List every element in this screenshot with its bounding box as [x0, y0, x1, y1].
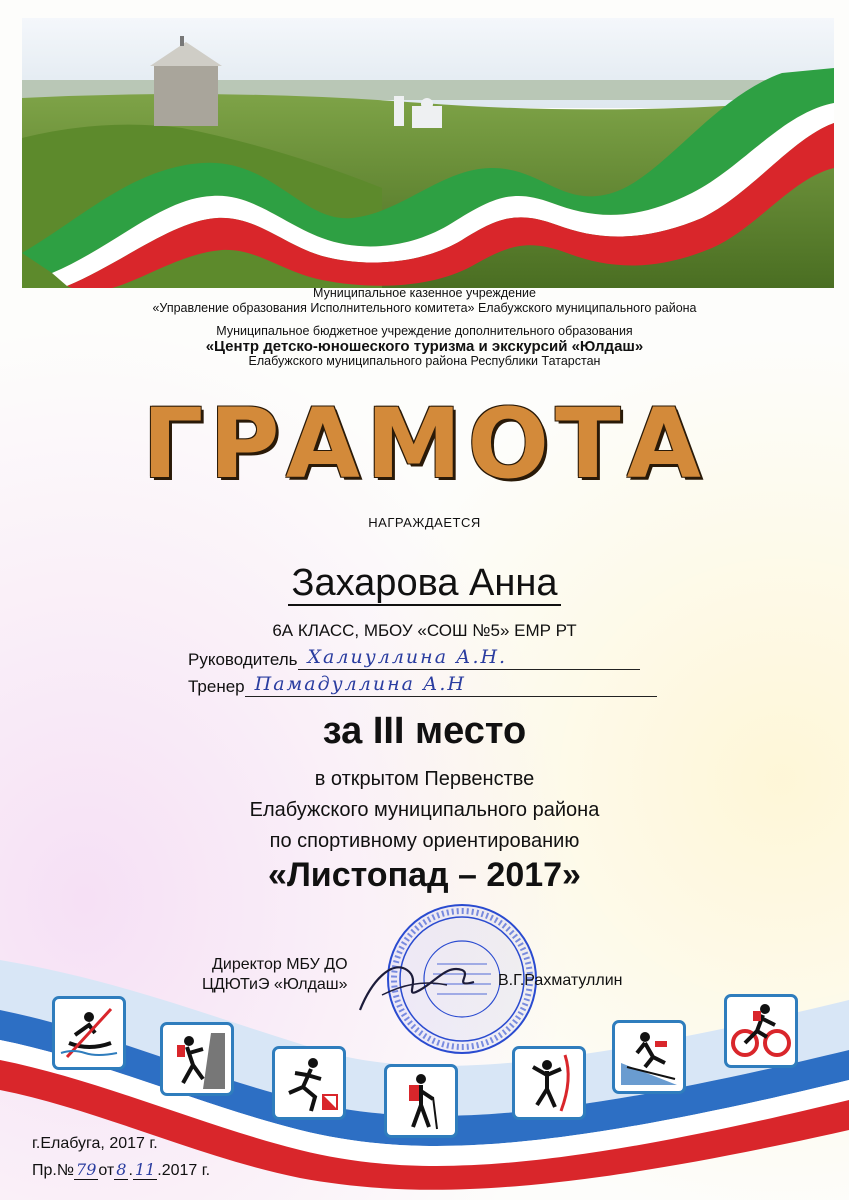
- recipient-name: Захарова Анна: [288, 562, 562, 606]
- award-line-1: в открытом Первенстве: [314, 768, 535, 790]
- org-line-4: «Центр детско-юношеского туризма и экскурсий «Юлдаш»: [205, 338, 644, 355]
- recipient-class-school: 6А КЛАСС, МБОУ «СОШ №5» ЕМР РТ: [272, 621, 577, 640]
- recipient-name-wrap: [0, 562, 849, 605]
- org-line-5: Елабужского муниципального района Республики Татарстан: [248, 354, 601, 368]
- org-line-2: «Управление образования Исполнительного комитета» Елабужского муниципального района: [152, 301, 697, 315]
- awarded-label: НАГРАЖДАЕТСЯ: [368, 515, 481, 530]
- award-place: за III место: [322, 710, 527, 752]
- order-separator: .: [128, 1162, 133, 1179]
- leader-handwriting: Халиуллина А.Н.: [307, 646, 508, 668]
- director-name: В.Г.Рахматуллин: [498, 972, 623, 989]
- kayak-icon: [52, 996, 126, 1070]
- leader-label: Руководитель: [188, 650, 298, 669]
- event-name: «Листопад – 2017»: [268, 856, 581, 894]
- award-description: [0, 764, 849, 857]
- org-line-1: Муниципальное казенное учреждение: [313, 286, 536, 300]
- award-line-3: по спортивному ориентированию: [269, 830, 580, 852]
- leader-line: [298, 647, 640, 670]
- leader-row: [188, 647, 640, 670]
- organization-block-1: [0, 286, 849, 316]
- handwritten-signature: [352, 940, 482, 1020]
- city-year: г.Елабуга, 2017 г.: [32, 1135, 158, 1152]
- order-number-line: [32, 1160, 210, 1180]
- award-line-2: Елабужского муниципального района: [249, 799, 600, 821]
- order-month: 11: [134, 1160, 156, 1179]
- director-title-line-2: ЦДЮТиЭ «Юлдаш»: [202, 976, 348, 993]
- hiker-icon: [384, 1064, 458, 1138]
- coach-row: [188, 674, 657, 697]
- cyclist-icon: [724, 994, 798, 1068]
- coach-handwriting: Памадуллина А.Н: [254, 673, 466, 695]
- skier-icon: [612, 1020, 686, 1094]
- orienteering-runner-icon: [272, 1046, 346, 1120]
- director-title-line-1: Директор МБУ ДО: [212, 956, 348, 973]
- coach-label: Тренер: [188, 677, 245, 696]
- order-prefix: Пр.№: [32, 1162, 75, 1179]
- order-from: от: [98, 1162, 115, 1179]
- org-line-3: Муниципальное бюджетное учреждение дополнительного образования: [216, 324, 633, 338]
- organization-block-2: [0, 324, 849, 369]
- order-number: 79: [76, 1160, 97, 1179]
- rope-climber-icon: [512, 1046, 586, 1120]
- order-suffix: .2017 г.: [157, 1162, 211, 1179]
- coach-line: [245, 674, 657, 697]
- climber-icon: [160, 1022, 234, 1096]
- order-day: 8: [116, 1160, 127, 1179]
- certificate-title: ГРАМОТА: [142, 388, 707, 500]
- landscape-banner: [22, 18, 834, 288]
- director-title: [202, 955, 348, 995]
